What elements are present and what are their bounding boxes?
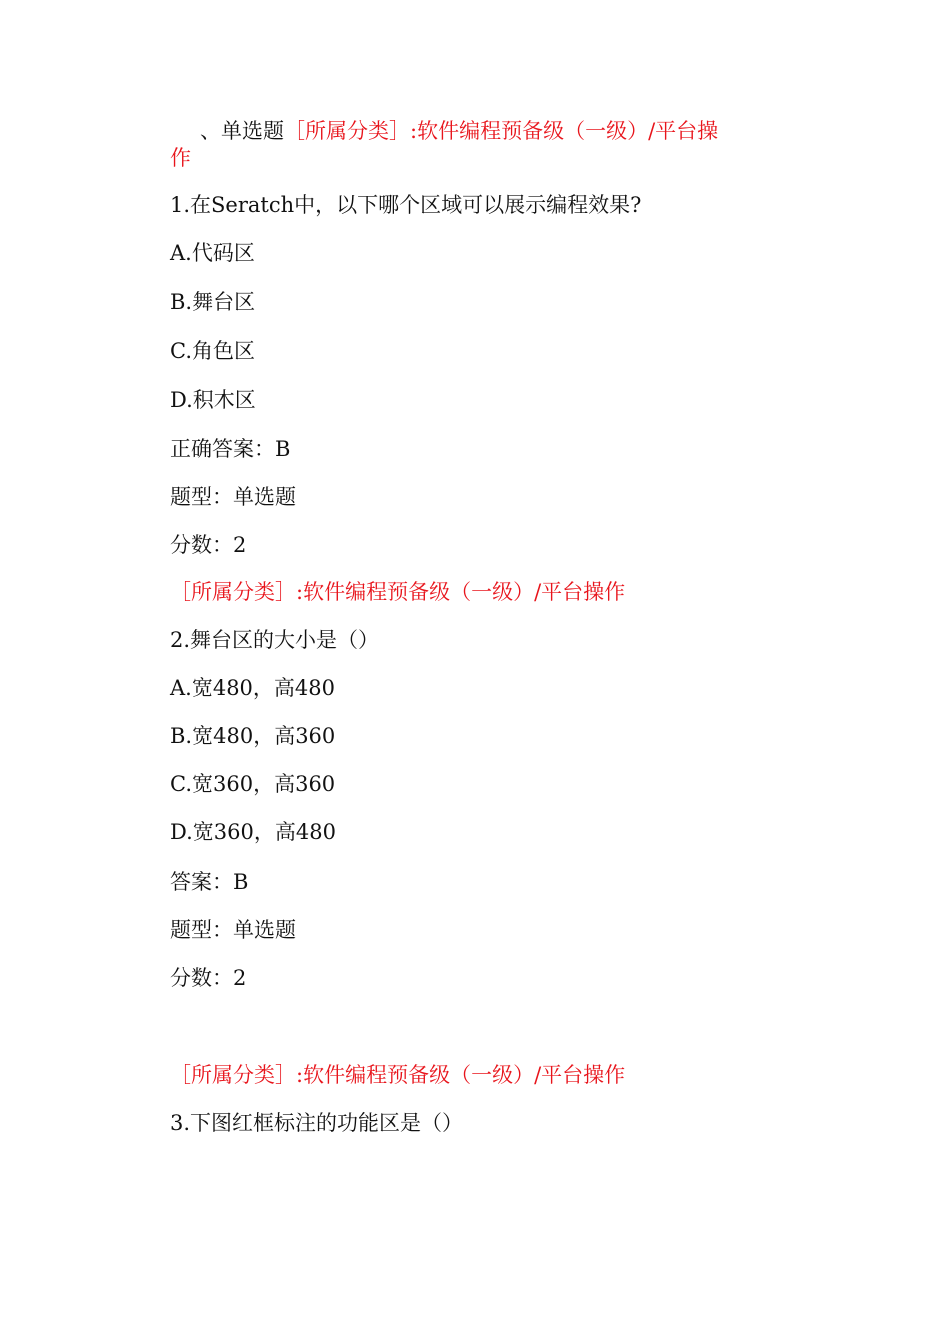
question-3-stem: 3.下图红框标注的功能区是（） (170, 1111, 464, 1135)
section-header (170, 118, 730, 172)
section-prefix: 、单选题 (200, 119, 284, 143)
question-1-type: 题型：单选题 (170, 485, 296, 509)
question-2-option-c: C.宽360，高360 (170, 772, 336, 796)
question-1-option-b: B.舞台区 (170, 290, 256, 314)
question-2-option-a: A.宽480，高480 (170, 676, 336, 700)
question-1-option-c: C.角色区 (170, 339, 255, 363)
question-2-category: ［所属分类］:软件编程预备级（一级）/平台操作 (170, 580, 626, 604)
question-3-category: ［所属分类］:软件编程预备级（一级）/平台操作 (170, 1063, 626, 1087)
question-2-stem: 2.舞台区的大小是（） (170, 628, 380, 652)
question-2-score: 分数：2 (170, 966, 247, 990)
question-1-option-a: A.代码区 (170, 241, 255, 265)
question-1-stem: 1.在Seratch中，以下哪个区域可以展示编程效果? (170, 193, 642, 217)
question-1-answer: 正确答案：B (170, 437, 291, 461)
question-1-score: 分数：2 (170, 533, 247, 557)
question-2-option-b: B.宽480，高360 (170, 724, 336, 748)
question-1-option-d: D.积木区 (170, 388, 256, 412)
question-2-answer: 答案：B (170, 870, 249, 894)
question-2-type: 题型：单选题 (170, 918, 296, 942)
section-category: ［所属分类］:软件编程预备级（一级）/平台操作 (170, 119, 719, 170)
question-2-option-d: D.宽360，高480 (170, 820, 336, 844)
